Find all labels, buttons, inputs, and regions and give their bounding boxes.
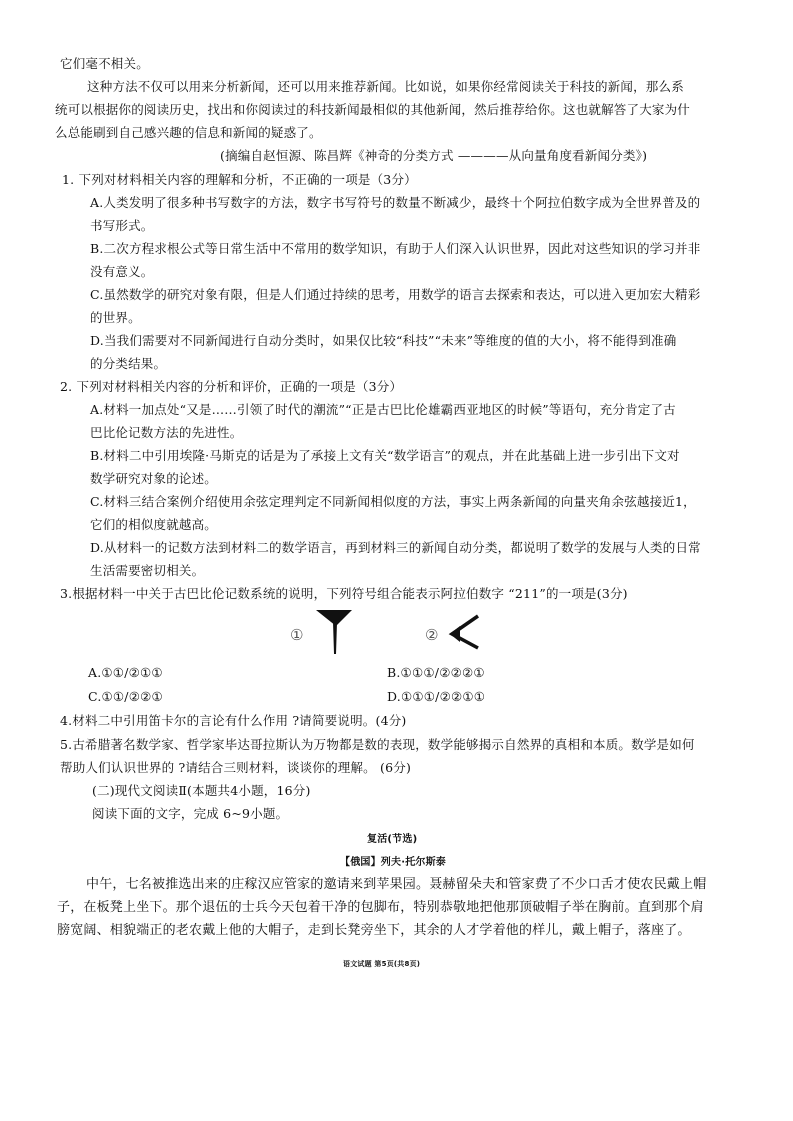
option-a: A.人类发明了很多种书写数字的方法，数字书写符号的数量不断减少，最终十个阿拉伯数字成为全世界普及的 bbox=[90, 195, 701, 210]
question-5-cont: 帮助人们认识世界的 ?请结合三则材料，谈谈你的理解。 (6分) bbox=[60, 760, 412, 775]
passage-author: 【俄国】列夫·托尔斯泰 bbox=[340, 857, 446, 868]
option-text: 它们的相似度就越高。 bbox=[90, 517, 218, 532]
passage-line: 子，在板凳上坐下。那个退伍的士兵今天包着干净的包脚布，特别恭敬地把他那顶破帽子举在胸前。直到那个肩 bbox=[57, 900, 704, 915]
page-footer: 语文试题 第5页(共8页) bbox=[343, 960, 421, 968]
option-a: A.①①/②①① bbox=[88, 665, 163, 680]
passage-line: 膀宽阔、相貌端正的老农戴上他的大帽子，走到长凳旁坐下，其余的人才学着他的样儿，戴上帽子，落座了。 bbox=[57, 923, 691, 938]
option-c: C.①①/②②① bbox=[88, 689, 163, 704]
symbol-1-label: ① bbox=[290, 626, 304, 644]
question-2: 2. 下列对材料相关内容的分析和评价，正确的一项是（3分） bbox=[60, 379, 403, 394]
question-5: 5.古希腊著名数学家、哲学家毕达哥拉斯认为万物都是数的表现，数学能够揭示自然界的真相和本质。数学是如何 bbox=[60, 737, 695, 752]
symbol-2-label: ② bbox=[425, 626, 439, 644]
text-line: 这种方法不仅可以用来分析新闻，还可以用来推荐新闻。比如说，如果你经常阅读关于科技的新闻，那么系 bbox=[87, 79, 684, 94]
option-text: 书写形式。 bbox=[90, 218, 154, 233]
section-heading: (二)现代文阅读Ⅱ(本题共4小题，16分) bbox=[92, 783, 311, 798]
option-b: B.材料二中引用埃隆·马斯克的话是为了承接上文有关“数学语言”的观点，并在此基础上进一步引出下文对 bbox=[90, 448, 680, 463]
option-text: 生活需要密切相关。 bbox=[90, 563, 205, 578]
option-text: 巴比伦记数方法的先进性。 bbox=[90, 425, 243, 440]
option-c: C.虽然数学的研究对象有限，但是人们通过持续的思考，用数学的语言去探索和表达，可以进入更加宏大精彩 bbox=[90, 287, 701, 302]
option-text: 没有意义。 bbox=[90, 264, 154, 279]
question-3: 3.根据材料一中关于古巴比伦记数系统的说明，下列符号组合能表示阿拉伯数字 “211”的一项是(3分) bbox=[60, 586, 628, 601]
cuneiform-ten-icon bbox=[448, 614, 482, 650]
option-d: D.①①①/②②①① bbox=[387, 689, 486, 704]
option-text: 的世界。 bbox=[90, 310, 141, 325]
option-text: 数学研究对象的论述。 bbox=[90, 471, 218, 486]
question-1: 1. 下列对材料相关内容的理解和分析，不正确的一项是（3分） bbox=[62, 172, 417, 187]
text-line: 么总能刷到自己感兴趣的信息和新闻的疑惑了。 bbox=[55, 125, 322, 140]
option-b: B.二次方程求根公式等日常生活中不常用的数学知识，有助于人们深入认识世界，因此对这些知识的学习并非 bbox=[90, 241, 701, 256]
option-d: D.当我们需要对不同新闻进行自动分类时，如果仅比较“科技”“未来”等维度的值的大小，将不能得到准确 bbox=[90, 333, 677, 348]
text-line: 统可以根据你的阅读历史，找出和你阅读过的科技新闻最相似的其他新闻，然后推荐给你。这也就解答了大家为什 bbox=[55, 102, 691, 117]
option-a: A.材料一加点处“又是……引领了时代的潮流”“正是古巴比伦雄霸西亚地区的时候”等语句，充分肯定了古 bbox=[90, 402, 676, 417]
source-citation: (摘编自赵恒源、陈昌辉《神奇的分类方式 ————从向量角度看新闻分类》) bbox=[220, 148, 648, 163]
cuneiform-one-icon bbox=[314, 608, 354, 656]
passage-line: 中午，七名被推选出来的庄稼汉应管家的邀请来到苹果园。聂赫留朵夫和管家费了不少口舌才使农民戴上帽 bbox=[86, 877, 707, 892]
question-4: 4.材料二中引用笛卡尔的言论有什么作用 ?请简要说明。(4分) bbox=[60, 713, 407, 728]
section-instruction: 阅读下面的文字，完成 6~9小题。 bbox=[92, 806, 289, 821]
option-d: D.从材料一的记数方法到材料二的数学语言，再到材料三的新闻自动分类，都说明了数学的发展与人类的日常 bbox=[90, 540, 701, 555]
passage-title: 复活(节选) bbox=[367, 834, 418, 845]
option-b: B.①①①/②②②① bbox=[387, 665, 485, 680]
text-line: 它们毫不相关。 bbox=[60, 56, 149, 71]
option-c: C.材料三结合案例介绍使用余弦定理判定不同新闻相似度的方法，事实上两条新闻的向量夹角余弦越接近1， bbox=[90, 494, 696, 509]
option-text: 的分类结果。 bbox=[90, 356, 167, 371]
